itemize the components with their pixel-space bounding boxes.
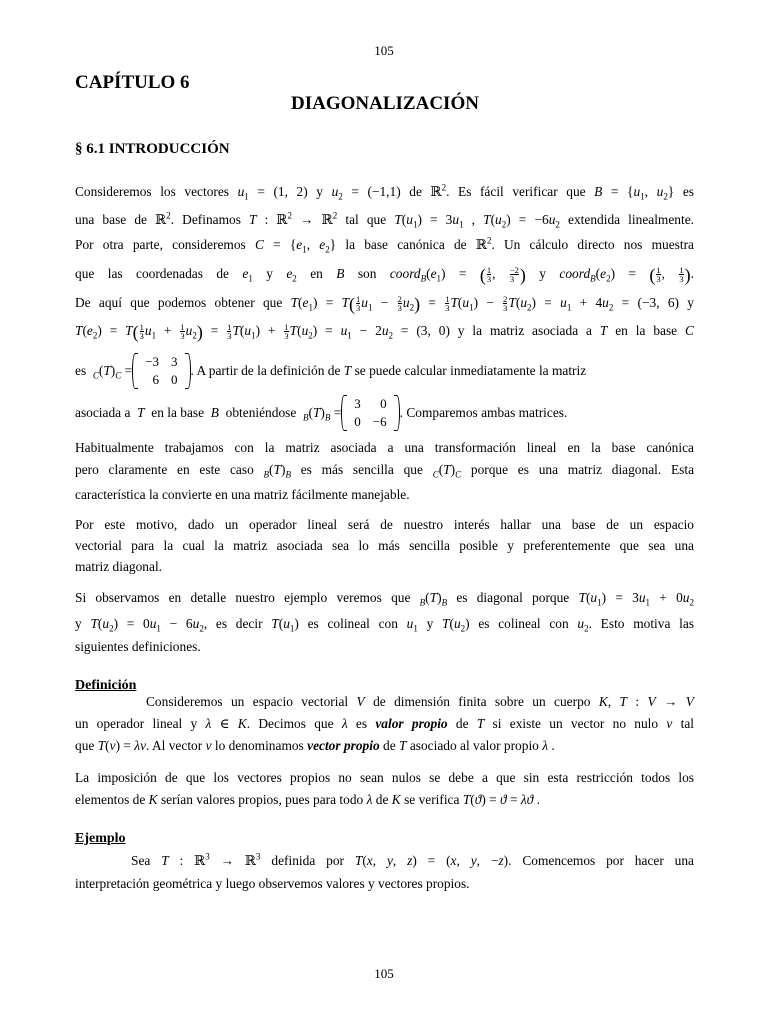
page-number-top: 105 <box>374 43 394 58</box>
para2-line-1: Habitualmente trabajamos con la matriz asociada a una transformación lineal en la base canónica <box>75 440 694 455</box>
definition-line-1: Consideremos un espacio vectorial V de dimensión finita sobre un cuerpo K, T : V → V <box>146 694 694 709</box>
para2-line-3: característica la convierte en una matriz fácilmente manejable. <box>75 487 410 502</box>
intro-line-6: $T(e_2) = T$( $\frac{1}{3}$ $u_1$ + $\frac{1}{3}$ $u_2$) = $\frac{1}{3}$ $T(u_1)$ + $\frac{1}{3}$ $T(u_2) = u_1 - 2u_2 = (3$, 0) y la matriz asociada a T en la base C <box>75 321 694 342</box>
intro-line-8: asociada a T en la base B obteniéndose $_B(T)_B$ = 3 0 0 −6 . Comparemos ambas matrices. <box>75 396 568 429</box>
example-line-2: interpretación geométrica y luego observemos valores y vectores propios. <box>75 876 470 891</box>
para3-line-3: matriz diagonal. <box>75 559 163 574</box>
chapter-heading: CAPÍTULO 6 <box>75 72 190 93</box>
matrix-tc: −3 3 6 0 <box>132 353 190 389</box>
intro-line-2: una base de ℝ$^2$. Definamos T : ℝ$^2$ → ℝ$^2$ tal que $T(u_1) = 3u_1$ , $T(u_2) = -6u_2$ extendida linealmente. <box>75 210 694 230</box>
para5-line-2: elementos de K serían valores propios, pues para todo λ de K se verifica T(ϑ) = ϑ = λϑ . <box>75 792 540 807</box>
para3-line-1: Por este motivo, dado un operador lineal será de nuestro interés hallar una base de un espacio <box>75 517 694 532</box>
page-number-bottom: 105 <box>374 966 394 981</box>
definition-line-2: un operador lineal y λ ∈ K. Decimos que λ es valor propio de T si existe un vector no nulo v tal <box>75 716 695 731</box>
intro-line-5: De aquí que podemos obtener que $T(e_1) = T$( $\frac{1}{3}$ $u_1$ − $\frac{2}{3}$ $u_2$) = $\frac{1}{3}$ $T(u_1)$ − $\frac{2}{3}$ $T(u_2) = u_1 + 4u_2 = (-3$, 6) y <box>75 293 694 314</box>
para4-line-2: y $T(u_2) = 0u_1 - 6u_2$, es decir $T(u_1)$ es colineal con $u_1$ y $T(u_2)$ es colineal con $u_2$. Esto motiva las <box>75 616 694 634</box>
para3-line-2: vectorial para la cual la matriz asociada sea lo más sencilla posible y preferentemente que sea una <box>75 538 694 553</box>
chapter-title: DIAGONALIZACIÓN <box>291 93 479 114</box>
section-heading: § 6.1 INTRODUCCIÓN <box>75 141 230 157</box>
example-line-1: Sea T : ℝ$^3$ → ℝ$^3$ definida por T(x, y, z) = (x, y, −z). Comencemos por hacer una <box>131 851 694 868</box>
intro-line-3: Por otra parte, consideremos $C = \{e_1$, $e_2$} la base canónica de ℝ$^2$. Un cálculo directo nos muestra <box>75 235 694 255</box>
example-heading: Ejemplo <box>75 831 126 846</box>
para4-line-1: Si observamos en detalle nuestro ejemplo veremos que $_B(T)_B$ es diagonal porque $T(u_1) = 3u_1 + 0u_2$ <box>75 590 694 608</box>
intro-line-7: es $_C(T)_C$ = −3 3 6 0 . A partir de la definición de T se puede calcular inmediatamente la matriz <box>75 354 587 387</box>
definition-line-3: que T(v) = λv. Al vector v lo denominamos vector propio de T asociado al valor propio λ . <box>75 738 555 753</box>
para4-line-3: siguientes definiciones. <box>75 639 201 654</box>
intro-line-4: que las coordenadas de $e_1$ y $e_2$ en B son $coord_B(e_1)$ = ( $\frac{1}{3}$ , $\frac{-2}{3}$ ) y $coord_B(e_2)$ = ( $\frac{1}{3}$ , $\frac{1}{3}$ ). <box>75 264 694 285</box>
matrix-tb: 3 0 0 −6 <box>341 395 399 431</box>
para2-line-2: pero claramente en este caso $_B(T)_B$ es más sencilla que $_C(T)_C$ porque es una matriz diagonal. Esta <box>75 462 695 480</box>
para5-line-1: La imposición de que los vectores propios no sean nulos se debe a que sin esta restricción todos los <box>75 770 694 785</box>
intro-line-1: Consideremos los vectores $u_1 = (1$, 2) y $u_2 = (-1,1)$ de ℝ$^2$. Es fácil verificar que $B = \{u_1$, $u_2$} es <box>75 182 694 202</box>
definition-heading: Definición <box>75 678 137 693</box>
